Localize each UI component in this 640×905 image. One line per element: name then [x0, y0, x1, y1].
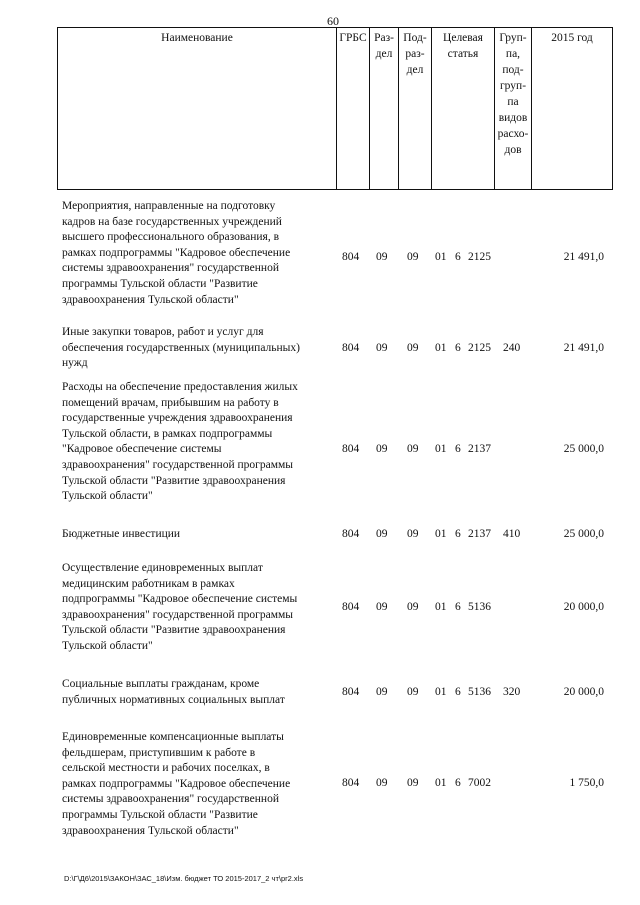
row-name: Единовременные компенсационные выплаты фельдшерам, приступившим к работе в сельской местности и рабочих поселках, в рамках подпрограммы "Кадровое обеспечение системы здравоохранения" государственной программы Тульской области "Развитие здравоохранения Тульской области": [62, 731, 291, 837]
row-t1: 01: [435, 686, 447, 698]
header-name: Наименование: [161, 32, 233, 44]
row-t2: 6: [455, 601, 461, 613]
header-razdel: Раз- дел: [369, 28, 398, 189]
row-grbs: 804: [342, 601, 360, 613]
row-razdel: 09: [376, 443, 388, 455]
file-path-footer: D:\Г\Д6\2015\ЗАКОН\ЗАС_18\Изм. бюджет ТО 2015-2017_2 чт\pr2.xls: [64, 874, 304, 883]
row-name: Мероприятия, направленные на подготовку кадров на базе государственных учреждений высшего профессионального образования, в рамках подпрограммы "Кадровое обеспечение системы здравоохранения" государственной программы Тульской области "Развитие здравоохранения Тульской области": [62, 200, 291, 306]
row-razdel: 09: [376, 251, 388, 263]
row-podrazdel: 09: [407, 686, 419, 698]
row-name: Бюджетные инвестиции: [62, 528, 181, 540]
row-t1: 01: [435, 777, 447, 789]
row-t2: 6: [455, 342, 461, 354]
row-razdel: 09: [376, 342, 388, 354]
row-name: Осуществление единовременных выплат медицинским работникам в рамках подпрограммы "Кадровое обеспечение системы здравоохранения" государственной программы Тульской области "Развитие здравоохранения Тульской области": [62, 562, 298, 652]
row-grbs: 804: [342, 342, 360, 354]
row-razdel: 09: [376, 601, 388, 613]
row-t3: 5136: [468, 601, 491, 613]
row-name: Социальные выплаты гражданам, кроме публичных нормативных социальных выплат: [62, 678, 285, 706]
row-name: Иные закупки товаров, работ и услуг для обеспечения государственных (муниципальных) нужд: [62, 326, 300, 370]
row-t1: 01: [435, 443, 447, 455]
row-group: 240: [503, 342, 521, 354]
row-t1: 01: [435, 601, 447, 613]
row-podrazdel: 09: [407, 528, 419, 540]
row-podrazdel: 09: [407, 443, 419, 455]
row-grbs: 804: [342, 251, 360, 263]
header-podrazdel: Под- раз- дел: [398, 28, 431, 189]
row-group: 410: [503, 528, 521, 540]
row-t2: 6: [455, 528, 461, 540]
row-amount: 1 750,0: [569, 777, 604, 789]
row-grbs: 804: [342, 686, 360, 698]
header-grbs: ГРБС: [336, 28, 369, 189]
row-grbs: 804: [342, 443, 360, 455]
header-target: Целевая статья: [431, 28, 494, 189]
row-t3: 2125: [468, 342, 491, 354]
row-t3: 2125: [468, 251, 491, 263]
row-podrazdel: 09: [407, 777, 419, 789]
row-razdel: 09: [376, 686, 388, 698]
row-t1: 01: [435, 251, 447, 263]
row-podrazdel: 09: [407, 251, 419, 263]
row-t3: 2137: [468, 528, 491, 540]
row-t2: 6: [455, 777, 461, 789]
row-t2: 6: [455, 686, 461, 698]
row-t2: 6: [455, 251, 461, 263]
page-number: 60: [327, 14, 339, 28]
row-t3: 2137: [468, 443, 491, 455]
header-group: Груп- па, под- груп- па видов расхо- дов: [494, 28, 531, 189]
row-razdel: 09: [376, 777, 388, 789]
row-t3: 7002: [468, 777, 491, 789]
row-podrazdel: 09: [407, 342, 419, 354]
row-group: 320: [503, 686, 521, 698]
row-amount: 25 000,0: [563, 528, 604, 540]
header-year: 2015 год: [531, 28, 612, 189]
table-header: [57, 27, 613, 190]
row-amount: 25 000,0: [563, 443, 604, 455]
row-razdel: 09: [376, 528, 388, 540]
row-t3: 5136: [468, 686, 491, 698]
row-podrazdel: 09: [407, 601, 419, 613]
row-t1: 01: [435, 528, 447, 540]
row-amount: 21 491,0: [563, 251, 604, 263]
row-grbs: 804: [342, 528, 360, 540]
row-name: Расходы на обеспечение предоставления жилых помещений врачам, прибывшим на работу в государственные учреждения здравоохранения Тульской области, в рамках подпрограммы "Кадровое обеспечение системы здравоохранения" государственной программы Тульской области "Развитие здравоохранения Тульской области": [62, 381, 298, 503]
row-amount: 20 000,0: [563, 686, 604, 698]
row-amount: 21 491,0: [563, 342, 604, 354]
row-t2: 6: [455, 443, 461, 455]
row-t1: 01: [435, 342, 447, 354]
row-amount: 20 000,0: [563, 601, 604, 613]
row-grbs: 804: [342, 777, 360, 789]
